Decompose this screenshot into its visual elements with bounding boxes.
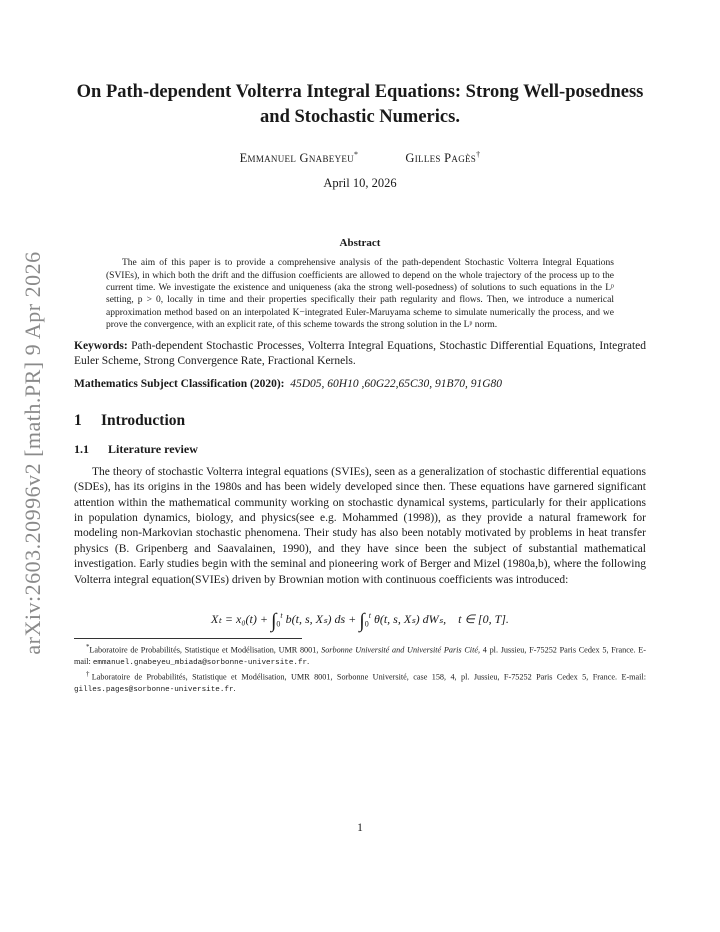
footnote-address: , 4 pl. Jussieu, F-75252 Paris Cedex 5, France. E-mail: <box>74 645 647 666</box>
section-number: 1 <box>74 411 82 429</box>
subsection-number: 1.1 <box>74 441 89 456</box>
section-heading <box>74 412 646 430</box>
equation-diffusion: θ(t, s, Xₛ) dWₛ, <box>373 612 447 627</box>
author-list <box>74 150 646 166</box>
author-name: Emmanuel Gnabeyeu <box>239 151 354 166</box>
intro-paragraph: The theory of stochastic Volterra integral equations (SVIEs), seen as a generalization of stochastic differential equations (SDEs), has its origins in the 1980s and has been widely developed since then. These equations have garnered significant attention within the mathematical community working on stochastic dynamical systems, particularly for their applications in population dynamics, biology, and physics(see e.g. Mohammed (1998)), as they provide a natural framework for modeling non-Markovian stochastic phenomena. Their study has also been notably motivated by problems in heat transfer physics (B. Gripenberg and Saavalainen, 1990), and they have since been the subject of substantial mathematical investigation. Early studies begin with the seminal and pioneering work of Berger and Mizel (1980a,b), where the following Volterra integral equation(SVIEs) driven by Brownian motion with continuous coefficients was introduced: <box>74 465 646 586</box>
footnote-affiliation: Laboratoire de Probabilités, Statistique et Modélisation, UMR 8001, <box>89 645 322 655</box>
footnote-2 <box>74 669 646 696</box>
integral-lower-limit: 0 <box>364 619 369 629</box>
page-number: 1 <box>357 822 363 834</box>
footnote-email: gilles.pages@sorbonne-universite.fr <box>74 686 234 695</box>
integral-upper-limit: t <box>368 611 371 621</box>
msc-classification <box>74 377 646 392</box>
footnote-mark: * <box>86 644 90 652</box>
footnote-institution: Sorbonne Université and Université Paris Cité <box>321 645 478 655</box>
integral-sign-icon: ∫ <box>359 610 365 633</box>
footnote-1 <box>74 642 646 669</box>
paper-title: On Path-dependent Volterra Integral Equations: Strong Well-posedness and Stochastic Numerics. <box>76 82 644 127</box>
keywords <box>74 339 646 370</box>
paper-date: April 10, 2026 <box>323 176 397 191</box>
arxiv-sidebar <box>20 250 46 655</box>
footnote-affiliation: Laboratoire de Probabilités, Statistique et Modélisation, UMR 8001, Sorbonne Université, case 158, 4, pl. Jussieu, F-75252 Paris Cedex 5, France. E-mail: <box>91 672 646 682</box>
author-1 <box>240 150 359 166</box>
footnote-email: emmanuel.gnabeyeu_mbiada@sorbonne-universite.fr <box>92 659 308 667</box>
footnote-end: . <box>233 684 236 694</box>
subsection-title: Literature review <box>108 441 198 456</box>
keywords-label: Keywords: <box>74 339 128 352</box>
footnote-end: . <box>307 657 310 666</box>
equation-drift: b(t, s, Xₛ) ds + <box>285 612 360 627</box>
footnote-mark: * <box>353 150 359 159</box>
integral-upper-limit: t <box>280 611 283 621</box>
equation-lhs: Xₜ = x₀(t) + <box>211 612 271 627</box>
section-title: Introduction <box>101 411 186 429</box>
footnote-mark: † <box>86 671 92 679</box>
msc-codes: 45D05, 60H10 ,60G22,65C30, 91B70, 91G80 <box>290 378 503 391</box>
paper-page <box>74 0 647 834</box>
author-name: Gilles Pagès <box>405 151 477 166</box>
integral-sign-icon: ∫ <box>270 610 277 633</box>
subsection-heading <box>74 442 646 457</box>
volterra-equation <box>74 598 646 634</box>
footnote-divider <box>74 638 302 639</box>
abstract-heading: Abstract <box>339 237 381 250</box>
keywords-text: Path-dependent Stochastic Processes, Volterra Integral Equations, Stochastic Differential Equations, Integrated Euler Scheme, Strong Convergence Rate, Fractional Kernels. <box>74 339 646 367</box>
author-2 <box>405 150 480 166</box>
integral-lower-limit: 0 <box>276 619 281 629</box>
arxiv-identifier: arXiv:2603.20996v2 [math.PR] 9 Apr 2026 <box>20 250 45 655</box>
equation-domain: t ∈ [0, T]. <box>458 612 509 627</box>
footnote-mark: † <box>476 150 481 159</box>
msc-label: Mathematics Subject Classification (2020): <box>74 378 285 391</box>
abstract-text: The aim of this paper is to provide a comprehensive analysis of the path-dependent Stochastic Volterra Integral Equations (SVIEs), in which both the drift and the diffusion coefficients are allowed to depend on the whole trajectory of the process up to the current time. We investigate the existence and uniqueness (aka the strong well-posedness) of solutions to such equations in the Lᵖ setting, p > 0, locally in time and their properties specifically their path regularity and flows. Then, we introduce a numerical approximation method based on an interpolated K−integrated Euler-Maruyama scheme to simulate numerically the process, and we prove the convergence, with an explicit rate, of this scheme towards the strong solution in the Lᵖ norm. <box>106 258 614 331</box>
